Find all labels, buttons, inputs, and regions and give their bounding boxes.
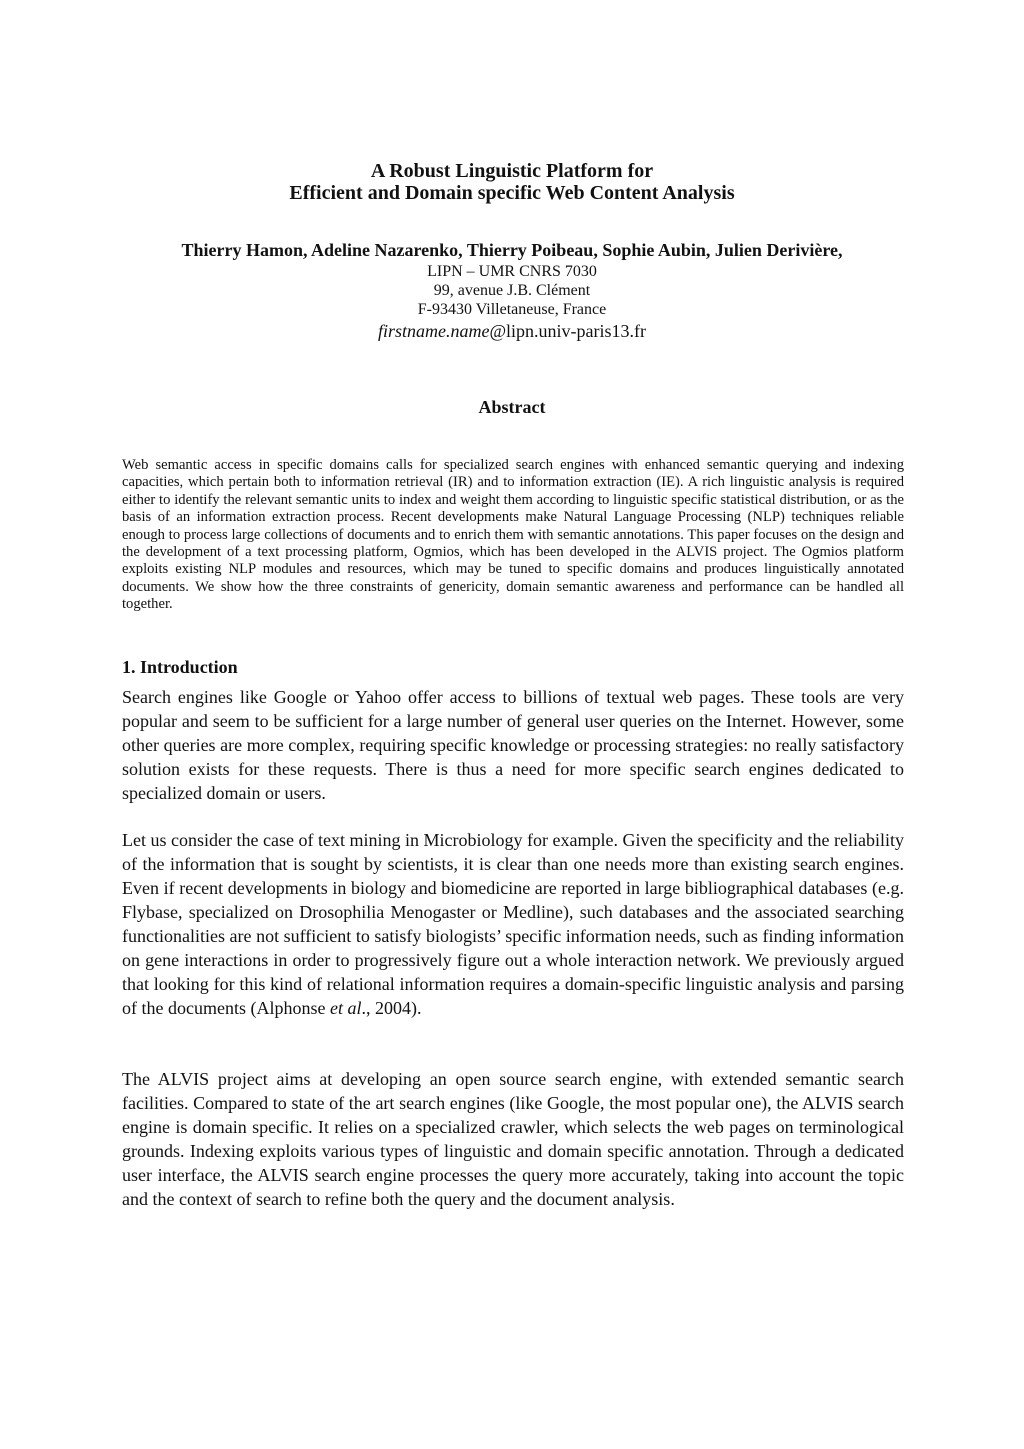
title-line-2: Efficient and Domain specific Web Content Analysis [289, 182, 735, 204]
affiliation-city: F-93430 Villetaneuse, France [417, 301, 607, 318]
affiliation-lab: LIPN – UMR CNRS 7030 [427, 263, 597, 280]
section-heading-introduction: 1. Introduction [122, 657, 238, 677]
email-name-part: firstname.name [377, 321, 490, 341]
intro-paragraph-3: The ALVIS project aims at developing an open source search engine, with extended semantic search facilities. Compared to state of the art search engines (like Google, the most popular one), the ALVIS search engine is domain specific. It relies on a specialized crawler, which selects the web pages on terminological grounds. Indexing exploits various types of linguistic and domain specific annotation. Through a dedicated user interface, the ALVIS search engine processes the query more accurately, taking into account the topic and the context of search to refine both the query and the document analysis. [122, 1069, 904, 1209]
contact-email [0, 320, 1024, 342]
intro-paragraph-1: Search engines like Google or Yahoo offer access to billions of textual web pages. These tools are very popular and seem to be sufficient for a large number of general user queries on the Internet. However, some other queries are more complex, requiring specific knowledge or processing strategies: no really satisfactory solution exists for these requests. There is thus a need for more specific search engines dedicated to specialized domain or users. [122, 687, 904, 803]
title-line-1: A Robust Linguistic Platform for [370, 160, 654, 182]
author-list: Thierry Hamon, Adeline Nazarenko, Thierry Poibeau, Sophie Aubin, Julien Derivière, [181, 240, 843, 260]
citation-et-al: et al [329, 998, 362, 1018]
abstract-heading: Abstract [478, 397, 546, 417]
citation-year: ., 2004). [361, 998, 422, 1018]
paper-title [0, 160, 1024, 204]
affiliation [0, 262, 1024, 319]
email-domain-part: @lipn.univ-paris13.fr [489, 321, 647, 341]
intro-paragraph-2 [122, 828, 904, 1020]
affiliation-street: 99, avenue J.B. Clément [433, 282, 591, 299]
intro-paragraph-2-main: Let us consider the case of text mining in Microbiology for example. Given the specificity and the reliability of the information that is sought by scientists, it is clear than one needs more than existing search engines. Even if recent developments in biology and biomedicine are reported in large bibliographical databases (e.g. Flybase, specialized on Drosophilia Menogaster or Medline), such databases and the associated searching functionalities are not sufficient to satisfy biologists’ specific information needs, such as finding information on gene interactions in order to progressively figure out a whole interaction network. We previously argued that looking for this kind of relational information requires a domain-specific linguistic analysis and parsing of the documents (Alphonse [122, 830, 904, 1018]
abstract-text: Web semantic access in specific domains calls for specialized search engines with enhanced semantic querying and indexing capacities, which pertain both to information retrieval (IR) and to information extraction (IE). A rich linguistic analysis is required either to identify the relevant semantic units to index and weight them according to linguistic specific statistical distribution, or as the basis of an information extraction process. Recent developments make Natural Language Processing (NLP) techniques reliable enough to process large collections of documents and to enrich them with semantic annotations. This paper focuses on the design and the development of a text processing platform, Ogmios, which has been developed in the ALVIS project. The Ogmios platform exploits existing NLP modules and resources, which may be tuned to specific domains and produces linguistically annotated documents. We show how the three constraints of genericity, domain semantic awareness and performance can be handled all together. [122, 457, 904, 613]
